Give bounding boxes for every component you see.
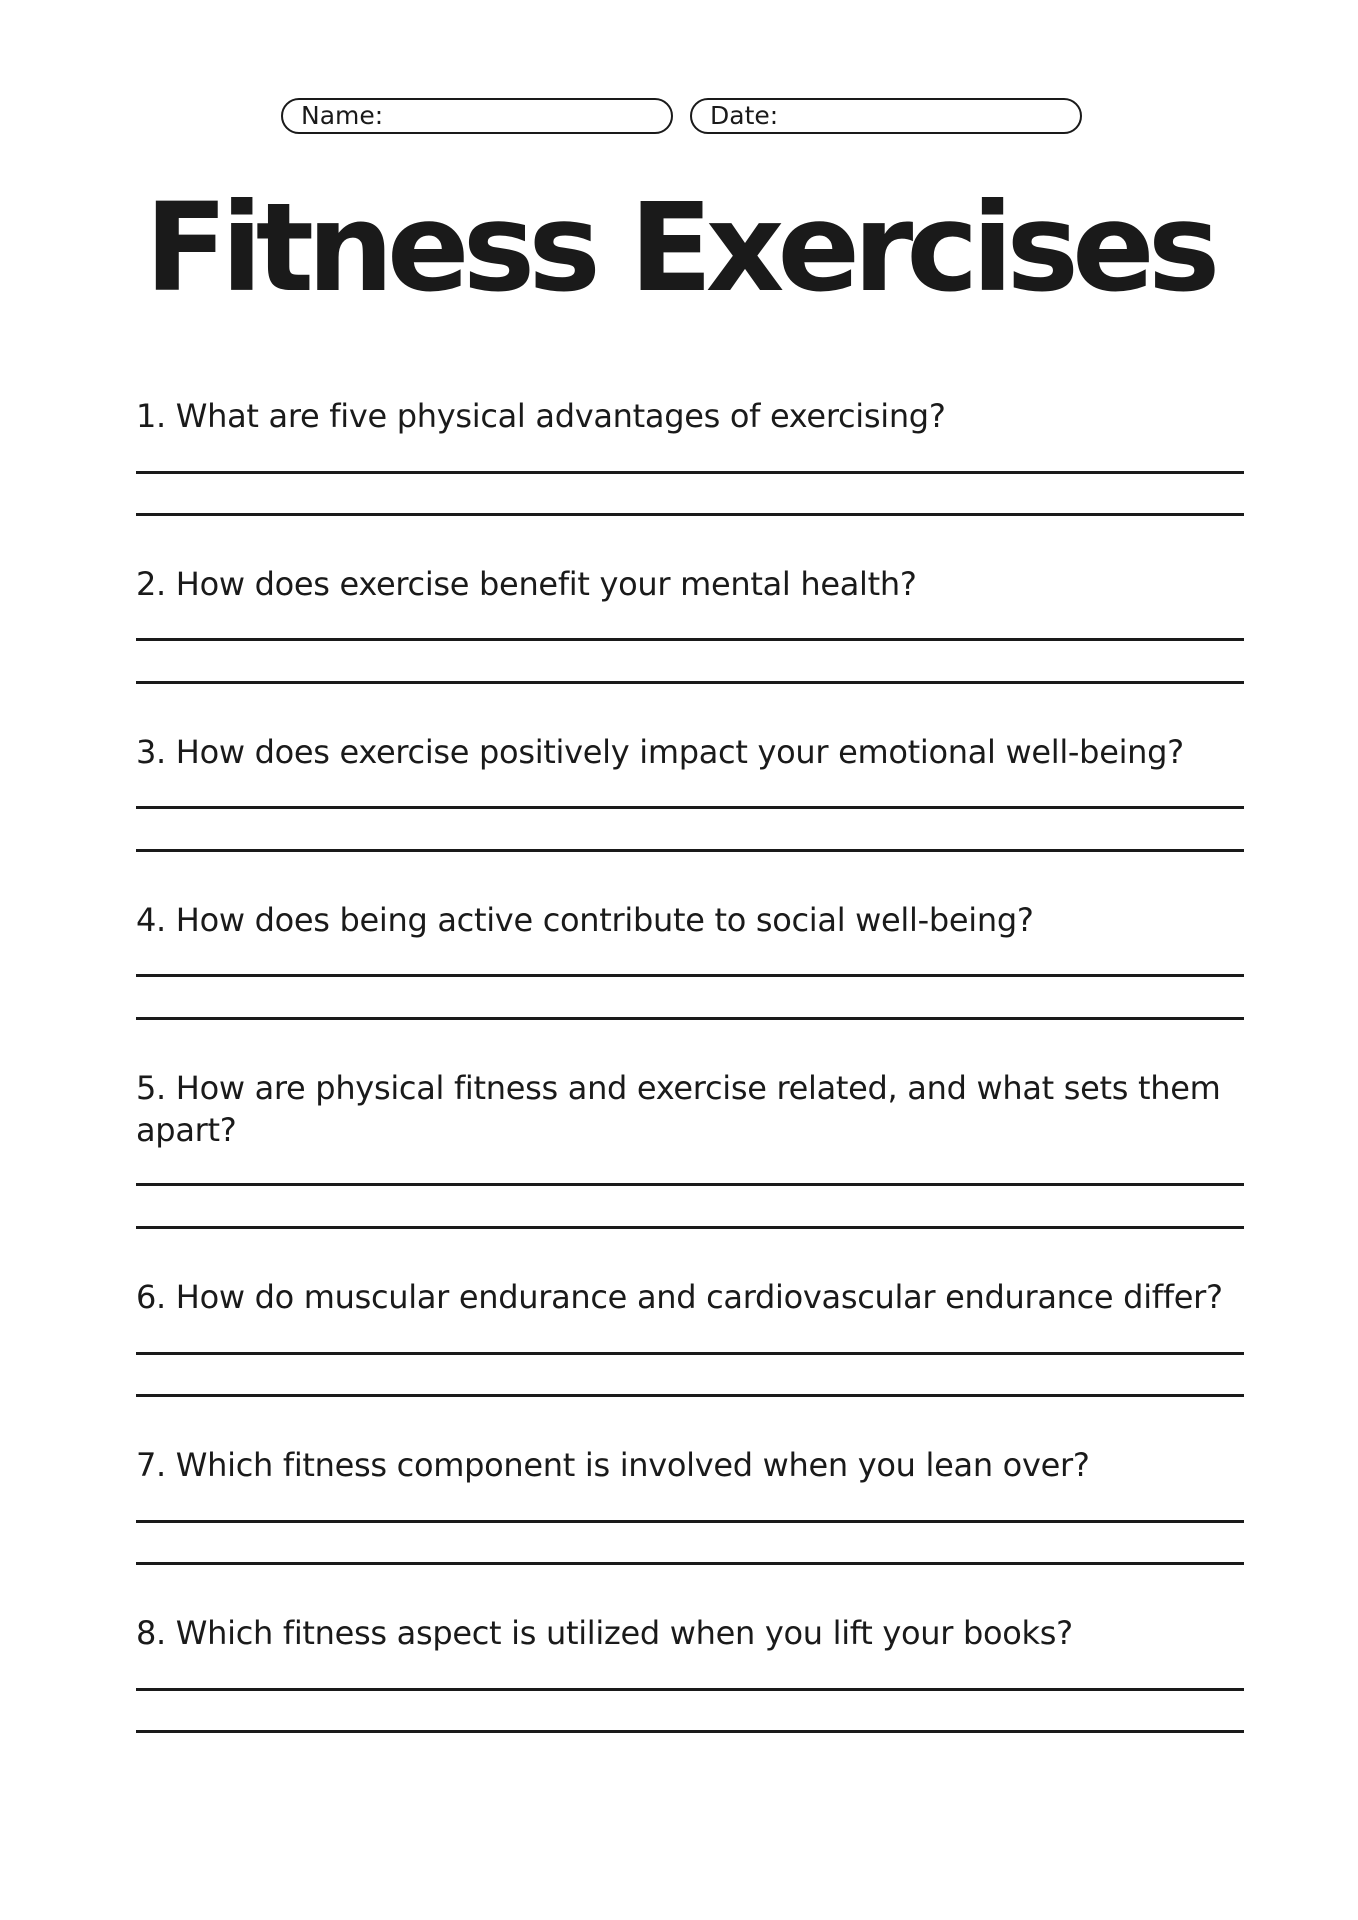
answer-line[interactable] — [136, 513, 1244, 516]
answer-line[interactable] — [136, 1520, 1244, 1523]
question-text: 5. How are physical fitness and exercise related, and what sets them apart? — [136, 1069, 1221, 1149]
answer-line[interactable] — [136, 1394, 1244, 1397]
name-field[interactable] — [281, 98, 673, 134]
date-field[interactable] — [690, 98, 1082, 134]
answer-line[interactable] — [136, 1183, 1244, 1186]
question-3 — [136, 731, 1244, 773]
question-7 — [136, 1444, 1244, 1486]
question-text: 6. How do muscular endurance and cardiovascular endurance differ? — [136, 1278, 1223, 1316]
question-5 — [136, 1067, 1244, 1151]
answer-line[interactable] — [136, 806, 1244, 809]
question-6 — [136, 1276, 1244, 1318]
header-fields — [281, 98, 1081, 138]
answer-line[interactable] — [136, 471, 1244, 474]
answer-line[interactable] — [136, 1688, 1244, 1691]
question-text: 8. Which fitness aspect is utilized when you lift your books? — [136, 1614, 1073, 1652]
answer-line[interactable] — [136, 1730, 1244, 1733]
answer-line[interactable] — [136, 849, 1244, 852]
date-label: Date: — [710, 101, 779, 130]
question-4 — [136, 899, 1244, 941]
answer-line[interactable] — [136, 1562, 1244, 1565]
question-1 — [136, 395, 1244, 437]
answer-line[interactable] — [136, 1352, 1244, 1355]
answer-line[interactable] — [136, 974, 1244, 977]
question-text: 1. What are five physical advantages of exercising? — [136, 397, 946, 435]
question-text: 7. Which fitness component is involved when you lean over? — [136, 1446, 1090, 1484]
question-text: 4. How does being active contribute to social well-being? — [136, 901, 1034, 939]
answer-line[interactable] — [136, 681, 1244, 684]
question-8 — [136, 1612, 1244, 1654]
answer-line[interactable] — [136, 1226, 1244, 1229]
page-title: Fitness Exercises — [144, 177, 1214, 319]
answer-line[interactable] — [136, 1017, 1244, 1020]
question-text: 3. How does exercise positively impact your emotional well-being? — [136, 733, 1184, 771]
question-text: 2. How does exercise benefit your mental health? — [136, 565, 917, 603]
name-label: Name: — [301, 101, 384, 130]
answer-line[interactable] — [136, 638, 1244, 641]
question-2 — [136, 563, 1244, 605]
